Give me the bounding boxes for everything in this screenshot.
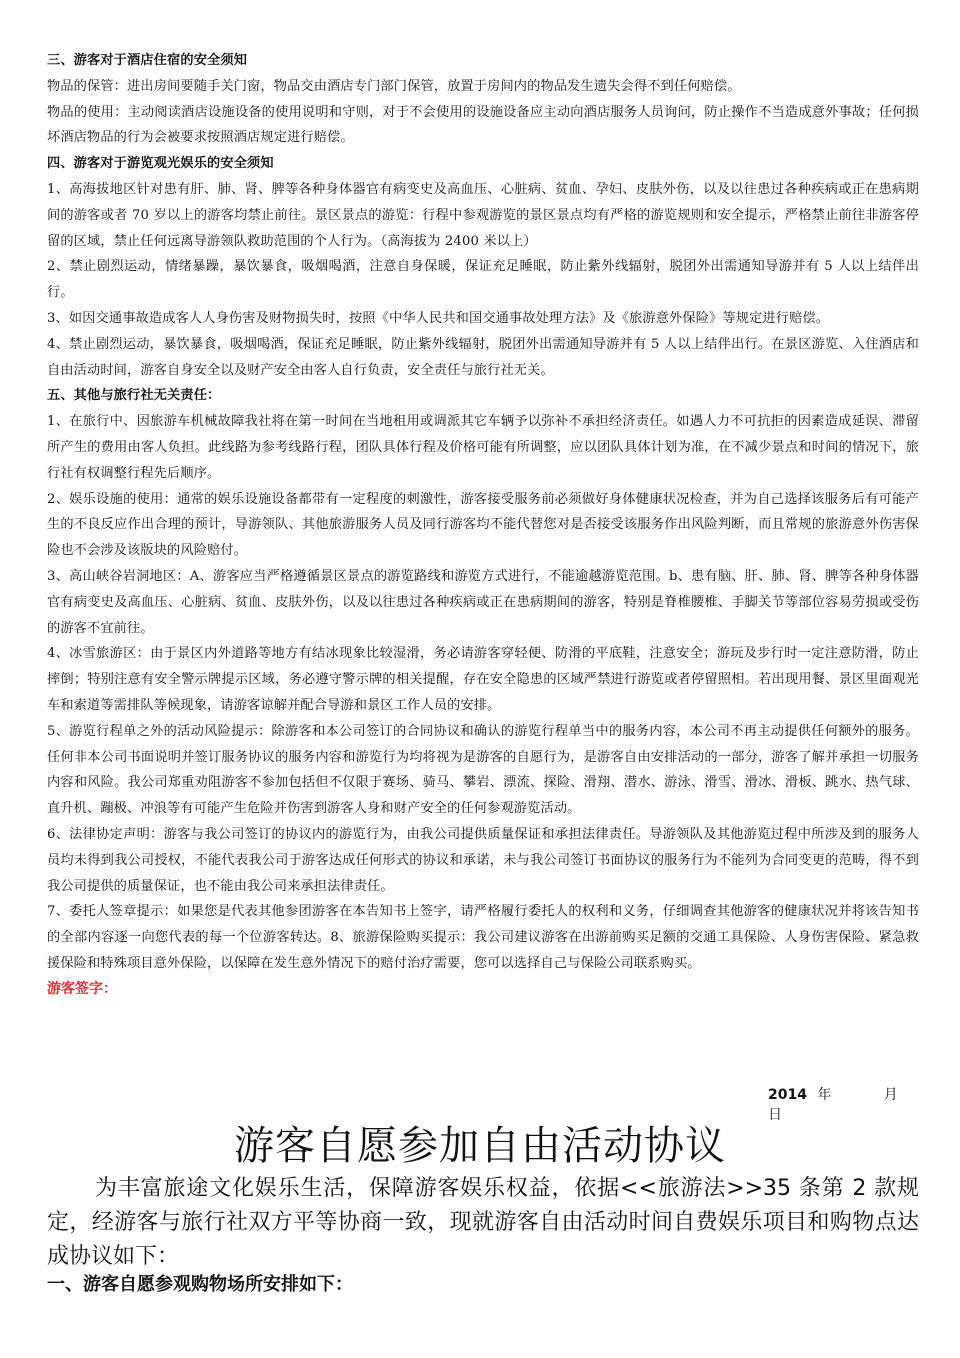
section-heading-hotel: 三、游客对于酒店住宿的安全须知: [47, 53, 248, 68]
intro-paragraph: 为丰富旅途文化娱乐生活，保障游客娱乐权益，依据<<旅游法>>35 条第 2 款规定，经游客与旅行社双方平等协商一致，现就游客自由活动时间自费娱乐项目和购物点达成协议如下：: [47, 1176, 919, 1269]
section-heading-sightseeing: 四、游客对于游览观光娱乐的安全须知: [47, 156, 274, 172]
date-day-unit: 日: [768, 1107, 782, 1123]
paragraph: 2、禁止剧烈运动，情绪暴躁，暴饮暴食，吸烟喝酒，注意自身保暖，保证充足睡眠，防止紫外线辐射，脱团外出需通知导游并有 5 人以上结伴出行。: [47, 259, 919, 301]
paragraph: 4、禁止剧烈运动，暴饮暴食，吸烟喝酒，保证充足睡眠，防止紫外线辐射，脱团外出需通知导游并有 5 人以上结伴出行。在景区游览、入住酒店和自由活动时间，游客自身安全以及财产安全由客人自行负责，安全责任与旅行社无关。: [47, 336, 919, 378]
paragraph: 物品的保管：进出房间要随手关门窗，物品交由酒店专门部门保管，放置于房间内的物品发生遗失会得不到任何赔偿。: [47, 78, 741, 94]
tourist-signature-label: 游客签字：: [47, 981, 117, 997]
agreement-title: 游客自愿参加自由活动协议: [234, 1123, 726, 1169]
agreement-section-heading: 一、游客自愿参观购物场所安排如下：: [47, 1274, 353, 1295]
paragraph: 1、高海拔地区针对患有肝、肺、肾、脾等各种身体器官有病变史及高血压、心脏病、贫血、孕妇、皮肤外伤，以及以往患过各种疾病或正在患病期间的游客或者 70 岁以上的游客均禁止前往。景区景点的游览：行程中参观游览的景区景点均有严格的游览规则和安全提示，严格禁止前往非游客停留的区域，禁止任何远离导游领队救助范围的个人行为。（高海拔为 2400 米以上）: [47, 181, 919, 249]
date-month-unit: 月: [883, 1087, 898, 1103]
paragraph: 6、法律协定声明：游客与我公司签订的协议内的游览行为，由我公司提供质量保证和承担法律责任。导游领队及其他游览过程中所涉及到的服务人员均未得到我公司授权，不能代表我公司于游客达成任何形式的协议和承诺，未与我公司签订书面协议的服务行为不能列为合同变更的范畴，得不到我公司提供的质量保证，也不能由我公司来承担法律责任。: [47, 826, 919, 894]
section-heading-disclaimer: 五、其他与旅行社无关责任：: [47, 388, 221, 404]
date-year: 2014: [768, 1087, 807, 1103]
paragraph: 5、游览行程单之外的活动风险提示：除游客和本公司签订的合同协议和确认的游览行程单当中的服务内容，本公司不再主动提供任何额外的服务。任何非本公司书面说明并签订服务协议的服务内容和游览行为均将视为是游客的自愿行为，是游客自由安排活动的一部分，游客了解并承担一切服务内容和风险。我公司郑重劝阻游客不参加包括但不仅限于赛场、骑马、攀岩、漂流、探险、滑翔、潜水、游泳、滑雪、滑冰、滑板、跳水、热气球、直升机、蹦极、冲浪等有可能产生危险并伤害到游客人身和财产安全的任何参观游览活动。: [47, 723, 919, 817]
paragraph: 3、如因交通事故造成客人人身伤害及财物损失时，按照《中华人民共和国交通事故处理方法》及《旅游意外保险》等规定进行赔偿。: [47, 310, 830, 326]
agreement-intro: [47, 1172, 919, 1274]
safety-notice-body: [47, 48, 919, 977]
paragraph: 3、高山峡谷岩洞地区：A、游客应当严格遵循景区景点的游览路线和游览方式进行，不能逾越游览范围。b、患有脑、肝、肺、肾、脾等各种身体器官有病变史及高血压、心脏病、贫血、皮肤外伤，以及以往患过各种疾病或正在患病期间的游客，特别是脊椎腰椎、手脚关节等部位容易劳损或受伤的游客不宜前往。: [47, 568, 919, 636]
paragraph: 1、在旅行中、因旅游车机械故障我社将在第一时间在当地租用或调派其它车辆予以弥补不承担经济责任。如遇人力不可抗拒的因素造成延误、滞留所产生的费用由客人负担。此线路为参考线路行程，团队具体行程及价格可能有所调整，应以团队具体计划为准，在不减少景点和时间的情况下，旅行社有权调整行程先后顺序。: [47, 414, 919, 481]
paragraph: 4、冰雪旅游区：由于景区内外道路等地方有结冰现象比较湿滑，务必请游客穿轻便、防滑的平底鞋，注意安全；游玩及步行时一定注意防滑，防止摔倒；特别注意有安全警示牌提示区域，务必遵守警示牌的相关提醒，存在安全隐患的区域严禁进行游览或者停留照相。若出现用餐、景区里面观光车和索道等需排队等候现象，请游客谅解并配合导游和景区工作人员的安排。: [47, 646, 919, 713]
date-year-unit: 年: [817, 1087, 832, 1103]
paragraph: 7、委托人签章提示：如果您是代表其他参团游客在本告知书上签字，请严格履行委托人的权利和义务，仔细调查其他游客的健康状况并将该告知书的全部内容逐一向您代表的每一个位游客转达。8、旅游保险购买提示：我公司建议游客在出游前购买足额的交通工具保险、人身伤害保险、紧急救援保险和特殊项目意外保险，以保障在发生意外情况下的赔付治疗需要，您可以选择自己与保险公司联系购买。: [47, 904, 919, 971]
paragraph: 物品的使用：主动阅读酒店设施设备的使用说明和守则，对于不会使用的设施设备应主动向酒店服务人员询问，防止操作不当造成意外事故；任何损坏酒店物品的行为会被要求按照酒店规定进行赔偿。: [47, 104, 919, 146]
paragraph: 2、娱乐设施的使用：通常的娱乐设施设备都带有一定程度的刺激性，游客接受服务前必须做好身体健康状况检查，并为自己选择该服务后有可能产生的不良反应作出合理的预计，导游领队、其他旅游服务人员及同行游客均不能代替您对是否接受该服务作出风险判断，而且常规的旅游意外伤害保险也不会涉及该版块的风险赔付。: [47, 491, 919, 559]
